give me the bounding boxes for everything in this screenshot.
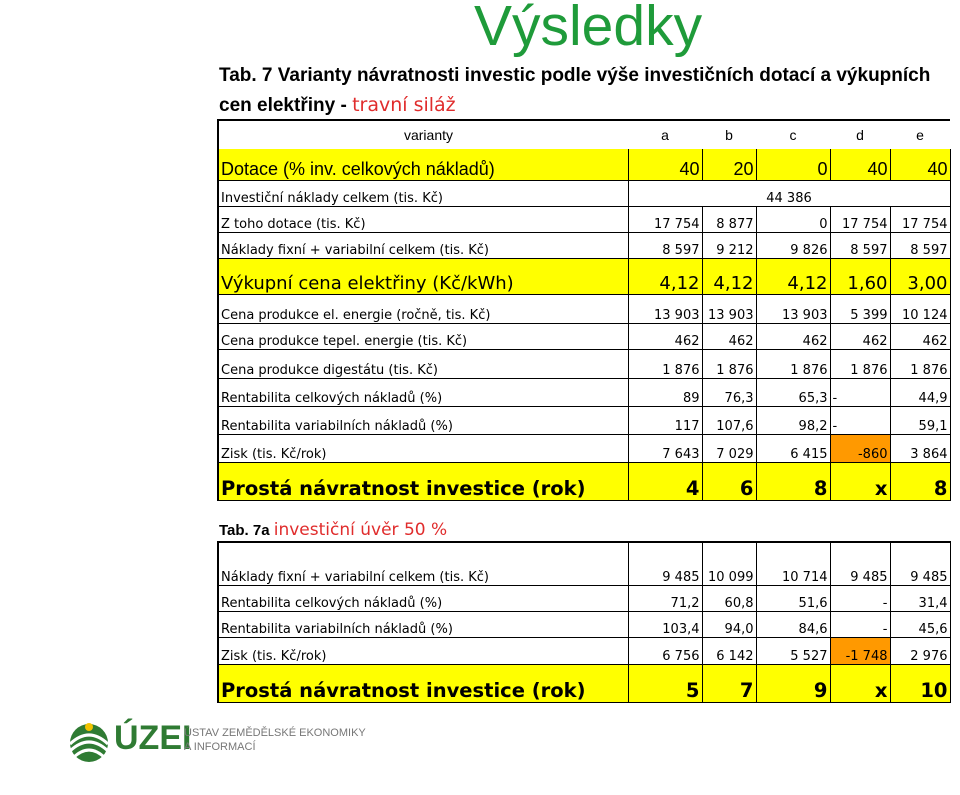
cell: 8 597 xyxy=(628,232,702,258)
cell: 5 xyxy=(628,664,702,702)
row-label: Prostá návratnost investice (rok) xyxy=(218,462,628,500)
cell: 7 029 xyxy=(702,434,756,462)
row-label: Zisk (tis. Kč/rok) xyxy=(218,434,628,462)
cell: 462 xyxy=(756,323,830,349)
cell: 8 597 xyxy=(830,232,890,258)
cell: 1 876 xyxy=(756,349,830,378)
cell: 1,60 xyxy=(830,258,890,294)
cell: - xyxy=(830,611,890,637)
cell: 2 976 xyxy=(890,637,950,664)
row-label: Rentabilita celkových nákladů (%) xyxy=(218,585,628,611)
table-row xyxy=(218,378,950,406)
uzei-logo-icon xyxy=(64,718,114,762)
cell: 84,6 xyxy=(756,611,830,637)
table-row xyxy=(218,637,950,664)
cell: 13 903 xyxy=(702,294,756,323)
table-row xyxy=(218,180,950,206)
table-row xyxy=(218,349,950,378)
table7-caption-line1: Tab. 7 Varianty návratnosti investic podle výše investičních dotací a výkupních xyxy=(219,65,931,86)
cell: 10 xyxy=(890,664,950,702)
cell: 3 864 xyxy=(890,434,950,462)
header-cell-b: b xyxy=(725,127,733,143)
cell: 7 xyxy=(702,664,756,702)
cell: 1 876 xyxy=(628,349,702,378)
cell: 10 714 xyxy=(756,559,830,585)
row-label: Náklady fixní + variabilní celkem (tis. Kč) xyxy=(218,559,628,585)
cell: 98,2 xyxy=(756,406,830,434)
row-label: Dotace (% inv. celkových nákladů) xyxy=(218,149,628,180)
table-row xyxy=(218,664,950,702)
cell: 4 xyxy=(628,462,702,500)
cell: 40 xyxy=(830,149,890,180)
logo-subtitle-line1: ÚSTAV ZEMĚDĚLSKÉ EKONOMIKY xyxy=(184,727,366,739)
cell: 65,3 xyxy=(756,378,830,406)
cell: x xyxy=(830,664,890,702)
cell: 117 xyxy=(628,406,702,434)
table7 xyxy=(217,119,951,501)
table7a-spacer-row xyxy=(218,542,950,559)
cell: 8 877 xyxy=(702,206,756,232)
row-label: Rentabilita celkových nákladů (%) xyxy=(218,378,628,406)
table-row xyxy=(218,406,950,434)
cell: 6 xyxy=(702,462,756,500)
table-row xyxy=(218,323,950,349)
table-row xyxy=(218,206,950,232)
cell: 31,4 xyxy=(890,585,950,611)
cell: 6 142 xyxy=(702,637,756,664)
header-cell-a: a xyxy=(661,127,669,143)
cell: 9 485 xyxy=(628,559,702,585)
header-cell-c: c xyxy=(789,127,797,143)
cell: 9 826 xyxy=(756,232,830,258)
cell: 60,8 xyxy=(702,585,756,611)
cell: 103,4 xyxy=(628,611,702,637)
cell: 4,12 xyxy=(702,258,756,294)
header-cell-variants: varianty xyxy=(403,127,453,143)
table-row xyxy=(218,294,950,323)
cell: 9 xyxy=(756,664,830,702)
cell: 10 124 xyxy=(890,294,950,323)
table-row xyxy=(218,611,950,637)
cell: 3,00 xyxy=(890,258,950,294)
table7a-caption-text: Tab. 7a xyxy=(219,522,274,539)
cell: 4,12 xyxy=(628,258,702,294)
row-label: Náklady fixní + variabilní celkem (tis. Kč) xyxy=(218,232,628,258)
table-row xyxy=(218,149,950,180)
cell: 44,9 xyxy=(890,378,950,406)
table-row xyxy=(218,258,950,294)
row-label: Výkupní cena elektřiny (Kč/kWh) xyxy=(218,258,628,294)
cell: 0 xyxy=(756,149,830,180)
cell: 94,0 xyxy=(702,611,756,637)
cell: 462 xyxy=(830,323,890,349)
page-title: Výsledky xyxy=(474,0,703,58)
row-label: Prostá návratnost investice (rok) xyxy=(218,664,628,702)
table-row xyxy=(218,232,950,258)
table-row xyxy=(218,462,950,500)
table7-caption-text: cen elektřiny - xyxy=(219,95,353,116)
cell: x xyxy=(830,462,890,500)
row-label: Cena produkce tepel. energie (tis. Kč) xyxy=(218,323,628,349)
cell: 6 756 xyxy=(628,637,702,664)
cell: 9 212 xyxy=(702,232,756,258)
cell: 9 485 xyxy=(830,559,890,585)
cell: 51,6 xyxy=(756,585,830,611)
cell: 462 xyxy=(890,323,950,349)
cell: 40 xyxy=(890,149,950,180)
row-label: Cena produkce digestátu (tis. Kč) xyxy=(218,349,628,378)
cell: 5 527 xyxy=(756,637,830,664)
cell: 17 754 xyxy=(628,206,702,232)
cell: - xyxy=(830,406,890,434)
cell: 40 xyxy=(628,149,702,180)
cell: 13 903 xyxy=(628,294,702,323)
cell: 9 485 xyxy=(890,559,950,585)
table-row xyxy=(218,434,950,462)
table7-caption-red: travní siláž xyxy=(352,94,456,116)
cell: 59,1 xyxy=(890,406,950,434)
table7-caption-line2 xyxy=(219,93,456,118)
cell: - xyxy=(830,585,890,611)
row-label: Cena produkce el. energie (ročně, tis. Kč) xyxy=(218,294,628,323)
logo-subtitle-line2: A INFORMACÍ xyxy=(184,741,256,753)
cell: 17 754 xyxy=(830,206,890,232)
table-row xyxy=(218,559,950,585)
row-label: Z toho dotace (tis. Kč) xyxy=(218,206,628,232)
cell: 4,12 xyxy=(756,258,830,294)
row-label: Rentabilita variabilních nákladů (%) xyxy=(218,611,628,637)
cell: 5 399 xyxy=(830,294,890,323)
cell: 45,6 xyxy=(890,611,950,637)
row-label: Investiční náklady celkem (tis. Kč) xyxy=(218,180,628,206)
cell: 7 643 xyxy=(628,434,702,462)
cell: 13 903 xyxy=(756,294,830,323)
table7-header-row xyxy=(218,120,950,149)
cell: 17 754 xyxy=(890,206,950,232)
cell: 8 597 xyxy=(890,232,950,258)
cell: 10 099 xyxy=(702,559,756,585)
cell: 71,2 xyxy=(628,585,702,611)
header-cell-d: d xyxy=(856,127,864,143)
cell: 1 876 xyxy=(890,349,950,378)
cell-negative: -860 xyxy=(830,434,890,462)
logo-name: ÚZEI xyxy=(114,719,192,757)
cell: 8 xyxy=(890,462,950,500)
cell: 0 xyxy=(756,206,830,232)
cell: 89 xyxy=(628,378,702,406)
cell: - xyxy=(830,378,890,406)
cell: 8 xyxy=(756,462,830,500)
table-row xyxy=(218,585,950,611)
merged-cell: 44 386 xyxy=(628,180,950,206)
row-label: Rentabilita variabilních nákladů (%) xyxy=(218,406,628,434)
header-cell-e: e xyxy=(916,127,924,143)
cell: 1 876 xyxy=(702,349,756,378)
cell: 20 xyxy=(702,149,756,180)
cell: 462 xyxy=(702,323,756,349)
table7a-caption-red: investiční úvěr 50 % xyxy=(273,520,448,540)
cell: 6 415 xyxy=(756,434,830,462)
cell-negative: -1 748 xyxy=(830,637,890,664)
cell: 1 876 xyxy=(830,349,890,378)
table7a xyxy=(217,541,951,703)
table7a-caption xyxy=(219,518,447,543)
row-label: Zisk (tis. Kč/rok) xyxy=(218,637,628,664)
cell: 76,3 xyxy=(702,378,756,406)
cell: 107,6 xyxy=(702,406,756,434)
cell: 462 xyxy=(628,323,702,349)
